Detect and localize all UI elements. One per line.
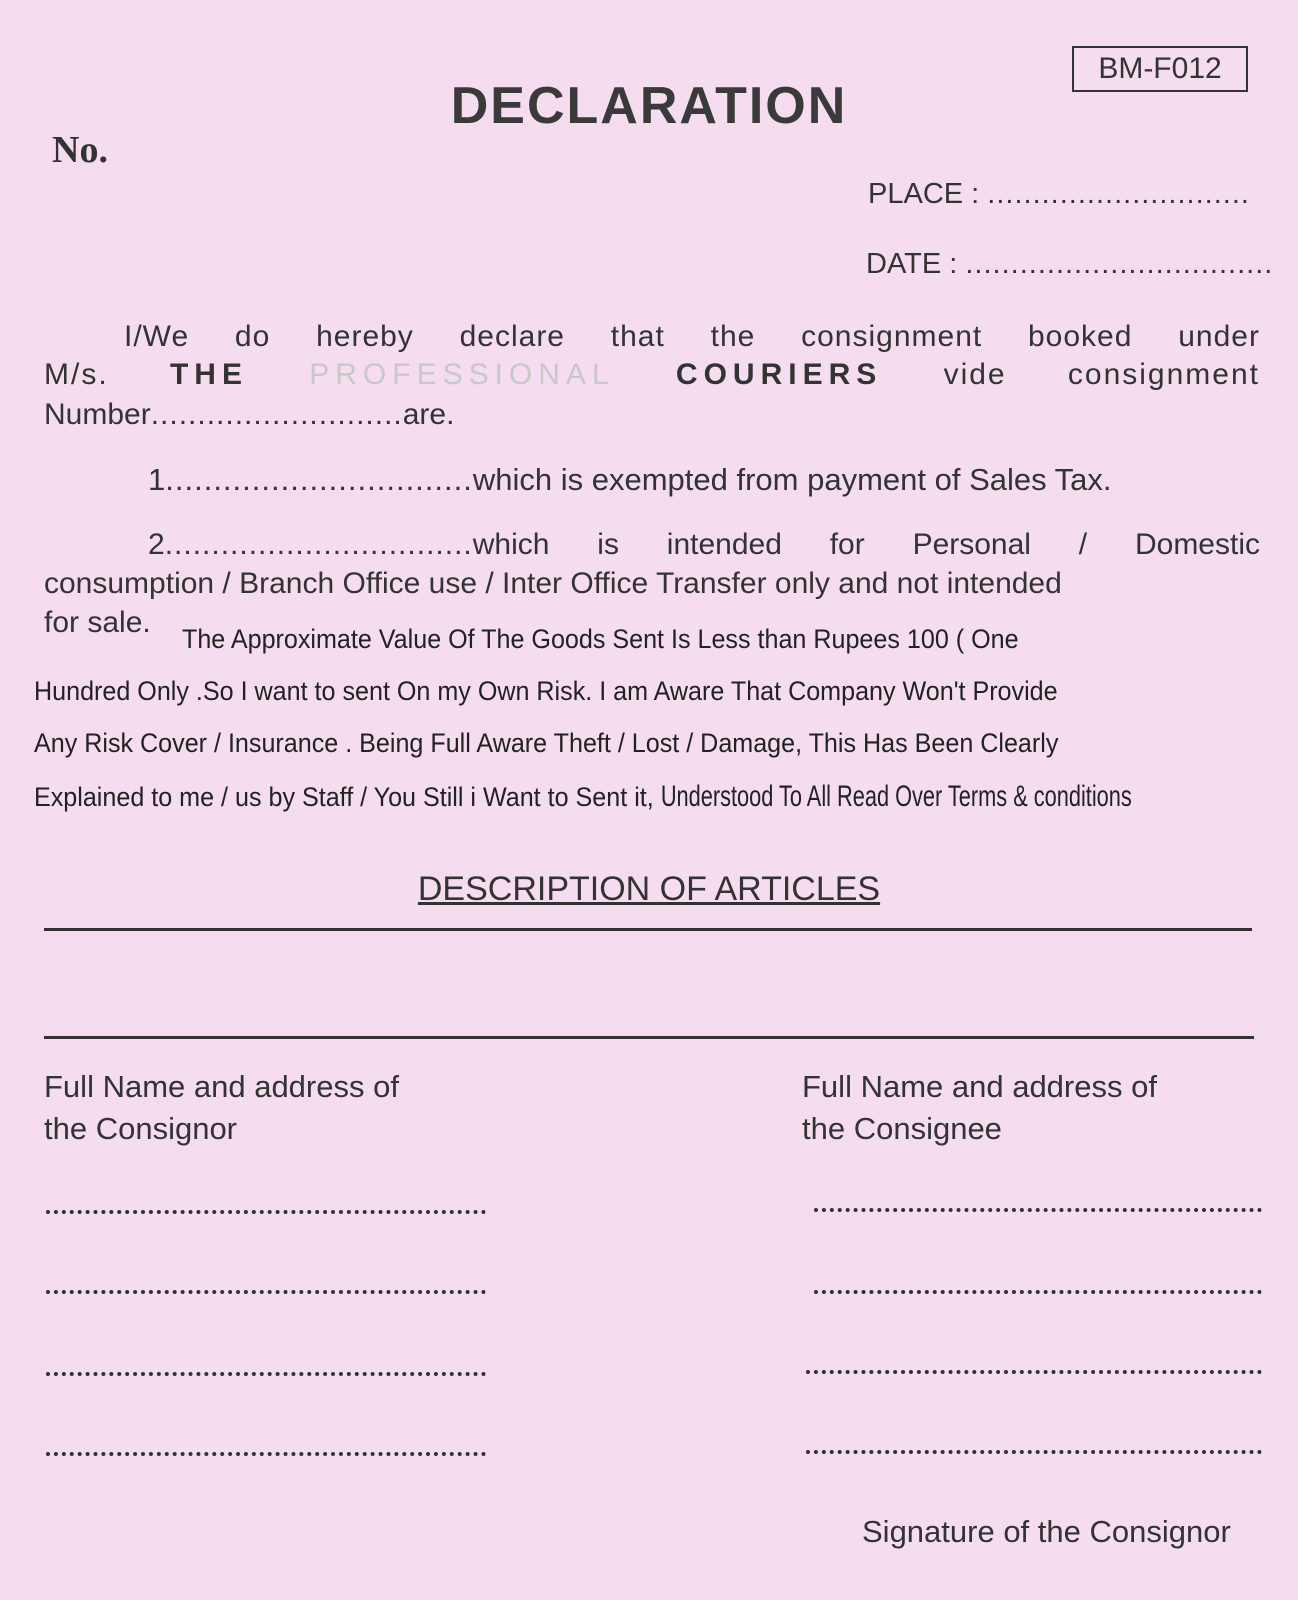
item-2-line-3: for sale. — [44, 606, 151, 639]
word: which — [472, 528, 550, 561]
item-number: 1 — [148, 462, 166, 497]
note-line-4 — [34, 780, 1264, 814]
place-dotted-line[interactable]: ............................. — [987, 178, 1250, 210]
company-name-part: THE — [169, 358, 248, 391]
item-2-line-2: consumption / Branch Office use / Inter Office Transfer only and not intended — [44, 567, 1062, 600]
word: M/s. — [44, 358, 109, 391]
declaration-line-2 — [44, 358, 1260, 392]
consignor-address-line[interactable] — [46, 1372, 486, 1376]
word: hereby — [316, 320, 414, 353]
word: Number — [44, 398, 151, 431]
consignee-address-line[interactable] — [814, 1290, 1262, 1294]
word: do — [234, 320, 271, 353]
label-line: Full Name and address of — [802, 1069, 1157, 1104]
articles-line-1[interactable] — [44, 928, 1252, 931]
note-text: Explained to me / us by Staff / You Still i Want to Sent it, — [34, 782, 654, 812]
word: for — [829, 528, 865, 561]
word: Personal — [912, 528, 1031, 561]
form-code-box: BM-F012 — [1072, 46, 1248, 92]
consignee-label — [802, 1066, 1157, 1150]
item-text: which is exempted from payment of Sales Tax. — [472, 462, 1112, 497]
date-label: DATE : — [866, 248, 958, 280]
word: I/We — [124, 320, 190, 353]
declaration-line-1 — [124, 320, 1260, 354]
word: declare — [459, 320, 565, 353]
company-name-part: PROFESSIONAL — [309, 358, 615, 391]
word: Domestic — [1134, 528, 1260, 561]
label-line: the Consignor — [44, 1111, 238, 1146]
word: vide — [943, 358, 1007, 391]
company-name-part: COURIERS — [675, 358, 883, 391]
word: intended — [666, 528, 782, 561]
note-line-1: The Approximate Value Of The Goods Sent Is Less than Rupees 100 ( One — [182, 624, 1019, 654]
label-line: the Consignee — [802, 1111, 1002, 1146]
consignor-address-line[interactable] — [46, 1452, 486, 1456]
word: consignment — [1067, 358, 1260, 391]
note-terms-text: Understood To All Read Over Terms & conditions — [660, 780, 1132, 813]
item-2-lead — [148, 528, 549, 562]
consignee-address-line[interactable] — [814, 1208, 1262, 1212]
place-label: PLACE : — [868, 178, 980, 210]
articles-heading: DESCRIPTION OF ARTICLES — [417, 870, 881, 908]
declaration-line-3 — [44, 398, 1260, 432]
signature-label: Signature of the Consignor — [862, 1514, 1231, 1549]
date-dotted-line[interactable]: .................................. — [965, 248, 1274, 280]
item-1 — [148, 462, 1112, 498]
word: consignment — [801, 320, 983, 353]
note-line-3: Any Risk Cover / Insurance . Being Full Aware Theft / Lost / Damage, This Has Been Clearly — [34, 728, 1059, 758]
serial-number-label: No. — [52, 129, 108, 171]
word: is — [597, 528, 619, 561]
consignor-label — [44, 1066, 399, 1150]
word: the — [710, 320, 756, 353]
consignment-number-dotted-line[interactable]: ........................... — [150, 398, 403, 431]
label-line: Full Name and address of — [44, 1069, 399, 1104]
word: booked — [1028, 320, 1133, 353]
item-number: 2 — [148, 528, 165, 561]
articles-line-2[interactable] — [44, 1036, 1254, 1039]
consignee-address-line[interactable] — [806, 1450, 1262, 1454]
item-2-dotted-line[interactable]: ................................. — [164, 528, 473, 561]
note-line-2: Hundred Only .So I want to sent On my Own Risk. I am Aware That Company Won't Provide — [34, 676, 1058, 706]
page-title: DECLARATION — [450, 77, 848, 135]
word: are. — [402, 398, 455, 431]
word: / — [1078, 528, 1088, 561]
word: that — [610, 320, 665, 353]
consignee-address-line[interactable] — [806, 1370, 1262, 1374]
consignor-address-line[interactable] — [46, 1210, 486, 1214]
item-2-line-1 — [148, 528, 1260, 562]
place-field[interactable] — [868, 178, 1250, 211]
consignor-address-line[interactable] — [46, 1290, 486, 1294]
word: under — [1178, 320, 1260, 353]
item-1-dotted-line[interactable]: ................................ — [165, 462, 473, 497]
date-field[interactable] — [866, 248, 1273, 281]
